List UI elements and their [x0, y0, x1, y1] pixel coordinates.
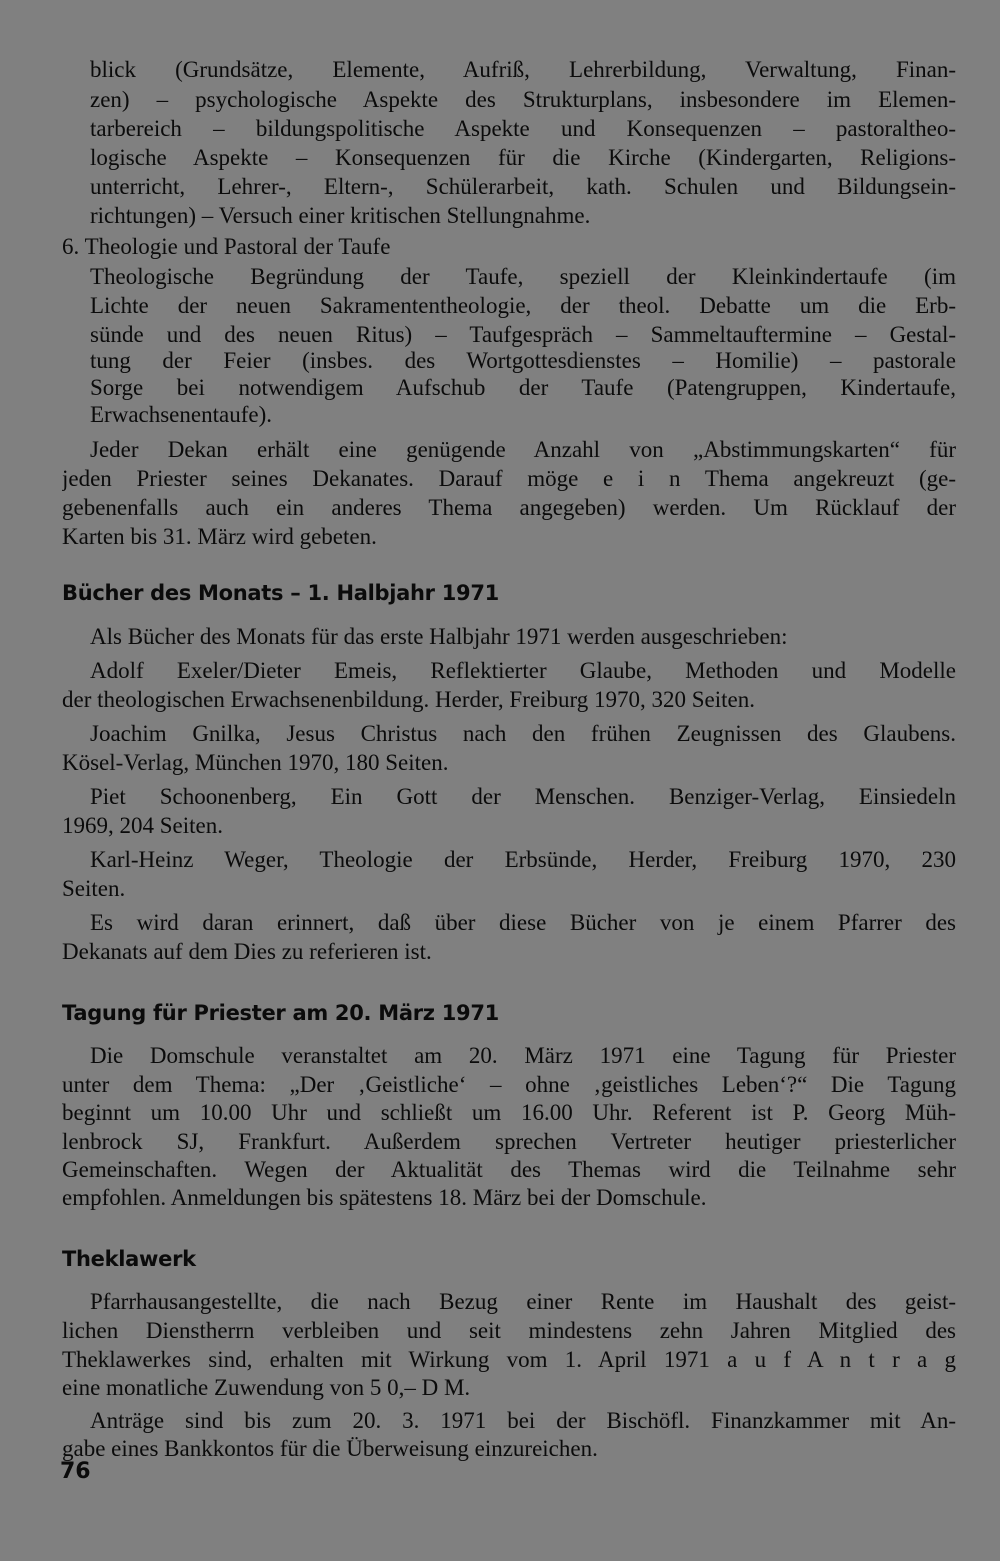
text-line: lenbrock SJ, Frankfurt. Außerdem sprechen Vertreter heutiger priesterlicher [62, 1129, 956, 1154]
text-line: logische Aspekte – Konsequenzen für die Kirche (Kindergarten, Religions- [90, 145, 956, 170]
list-item-title: 6. Theologie und Pastoral der Taufe [62, 234, 391, 259]
text-line: Jeder Dekan erhält eine genügende Anzahl von „Abstimmungskarten“ für [90, 437, 956, 462]
text-line: Es wird daran erinnert, daß über diese Bücher von je einem Pfarrer des [90, 910, 956, 935]
text-line: Dekanats auf dem Dies zu referieren ist. [62, 939, 432, 964]
text-line: Piet Schoonenberg, Ein Gott der Menschen. Benziger-Verlag, Einsiedeln [90, 784, 956, 809]
page-number: 76 [60, 1459, 91, 1484]
text-line: Lichte der neuen Sakramententheologie, der theol. Debatte um die Erb- [90, 293, 956, 318]
text-line: Joachim Gnilka, Jesus Christus nach den frühen Zeugnissen des Glaubens. [90, 721, 956, 746]
text-line: beginnt um 10.00 Uhr und schließt um 16.00 Uhr. Referent ist P. Georg Müh- [62, 1100, 956, 1125]
text-line: zen) – psychologische Aspekte des Strukturplans, insbesondere im Elemen- [90, 87, 956, 112]
text-line: Erwachsenentaufe). [90, 402, 272, 427]
text-line: eine monatliche Zuwendung von 5 0,– D M. [62, 1375, 471, 1400]
text-line: der theologischen Erwachsenenbildung. Herder, Freiburg 1970, 320 Seiten. [62, 687, 755, 712]
text-line: gabe eines Bankkontos für die Überweisung einzureichen. [62, 1436, 598, 1461]
text-line: unterricht, Lehrer-, Eltern-, Schülerarbeit, kath. Schulen und Bildungsein- [90, 174, 956, 199]
text-line: sünde und des neuen Ritus) – Taufgespräch – Sammeltauftermine – Gestal- [90, 322, 956, 347]
text-line: Adolf Exeler/Dieter Emeis, Reflektierter Glaube, Methoden und Modelle [90, 658, 956, 683]
text-line: Pfarrhausangestellte, die nach Bezug einer Rente im Haushalt des geist- [90, 1289, 956, 1314]
text-line: Gemeinschaften. Wegen der Aktualität des Themas wird die Teilnahme sehr [62, 1157, 956, 1182]
text-line: gebenenfalls auch ein anderes Thema angegeben) werden. Um Rücklauf der [62, 495, 956, 520]
text-line: empfohlen. Anmeldungen bis spätestens 18. März bei der Domschule. [62, 1185, 707, 1210]
section-heading: Theklawerk [62, 1247, 196, 1271]
text-line: Sorge bei notwendigem Aufschub der Taufe (Patengruppen, Kindertaufe, [90, 375, 956, 400]
text-line: tung der Feier (insbes. des Wortgottesdienstes – Homilie) – pastorale [90, 348, 956, 373]
text-line: 1969, 204 Seiten. [62, 813, 223, 838]
text-line: lichen Dienstherrn verbleiben und seit mindestens zehn Jahren Mitglied des [62, 1318, 956, 1343]
text-line: Theologische Begründung der Taufe, speziell der Kleinkindertaufe (im [90, 264, 956, 289]
text-line: unter dem Thema: „Der ‚Geistliche‘ – ohne ‚geistliches Leben‘?“ Die Tagung [62, 1072, 956, 1097]
text-line: Kösel-Verlag, München 1970, 180 Seiten. [62, 750, 449, 775]
text-line: Karl-Heinz Weger, Theologie der Erbsünde, Herder, Freiburg 1970, 230 [90, 847, 956, 872]
text-line: tarbereich – bildungspolitische Aspekte und Konsequenzen – pastoraltheo- [90, 116, 956, 141]
text-line: Die Domschule veranstaltet am 20. März 1971 eine Tagung für Priester [90, 1043, 956, 1068]
text-line: Karten bis 31. März wird gebeten. [62, 524, 377, 549]
section-heading: Tagung für Priester am 20. März 1971 [62, 1001, 499, 1025]
text-line: Seiten. [62, 876, 126, 901]
text-line: Anträge sind bis zum 20. 3. 1971 bei der Bischöfl. Finanzkammer mit An- [90, 1408, 956, 1433]
section-heading: Bücher des Monats – 1. Halbjahr 1971 [62, 581, 499, 605]
text-line: richtungen) – Versuch einer kritischen Stellungnahme. [90, 203, 591, 228]
text-line: Theklawerkes sind, erhalten mit Wirkung vom 1. April 1971 a u f A n t r a g [62, 1347, 956, 1372]
text-line: Als Bücher des Monats für das erste Halbjahr 1971 werden ausgeschrieben: [90, 624, 788, 649]
text-line: jeden Priester seines Dekanates. Darauf möge e i n Thema angekreuzt (ge- [62, 466, 956, 491]
text-line: blick (Grundsätze, Elemente, Aufriß, Lehrerbildung, Verwaltung, Finan- [90, 57, 956, 82]
